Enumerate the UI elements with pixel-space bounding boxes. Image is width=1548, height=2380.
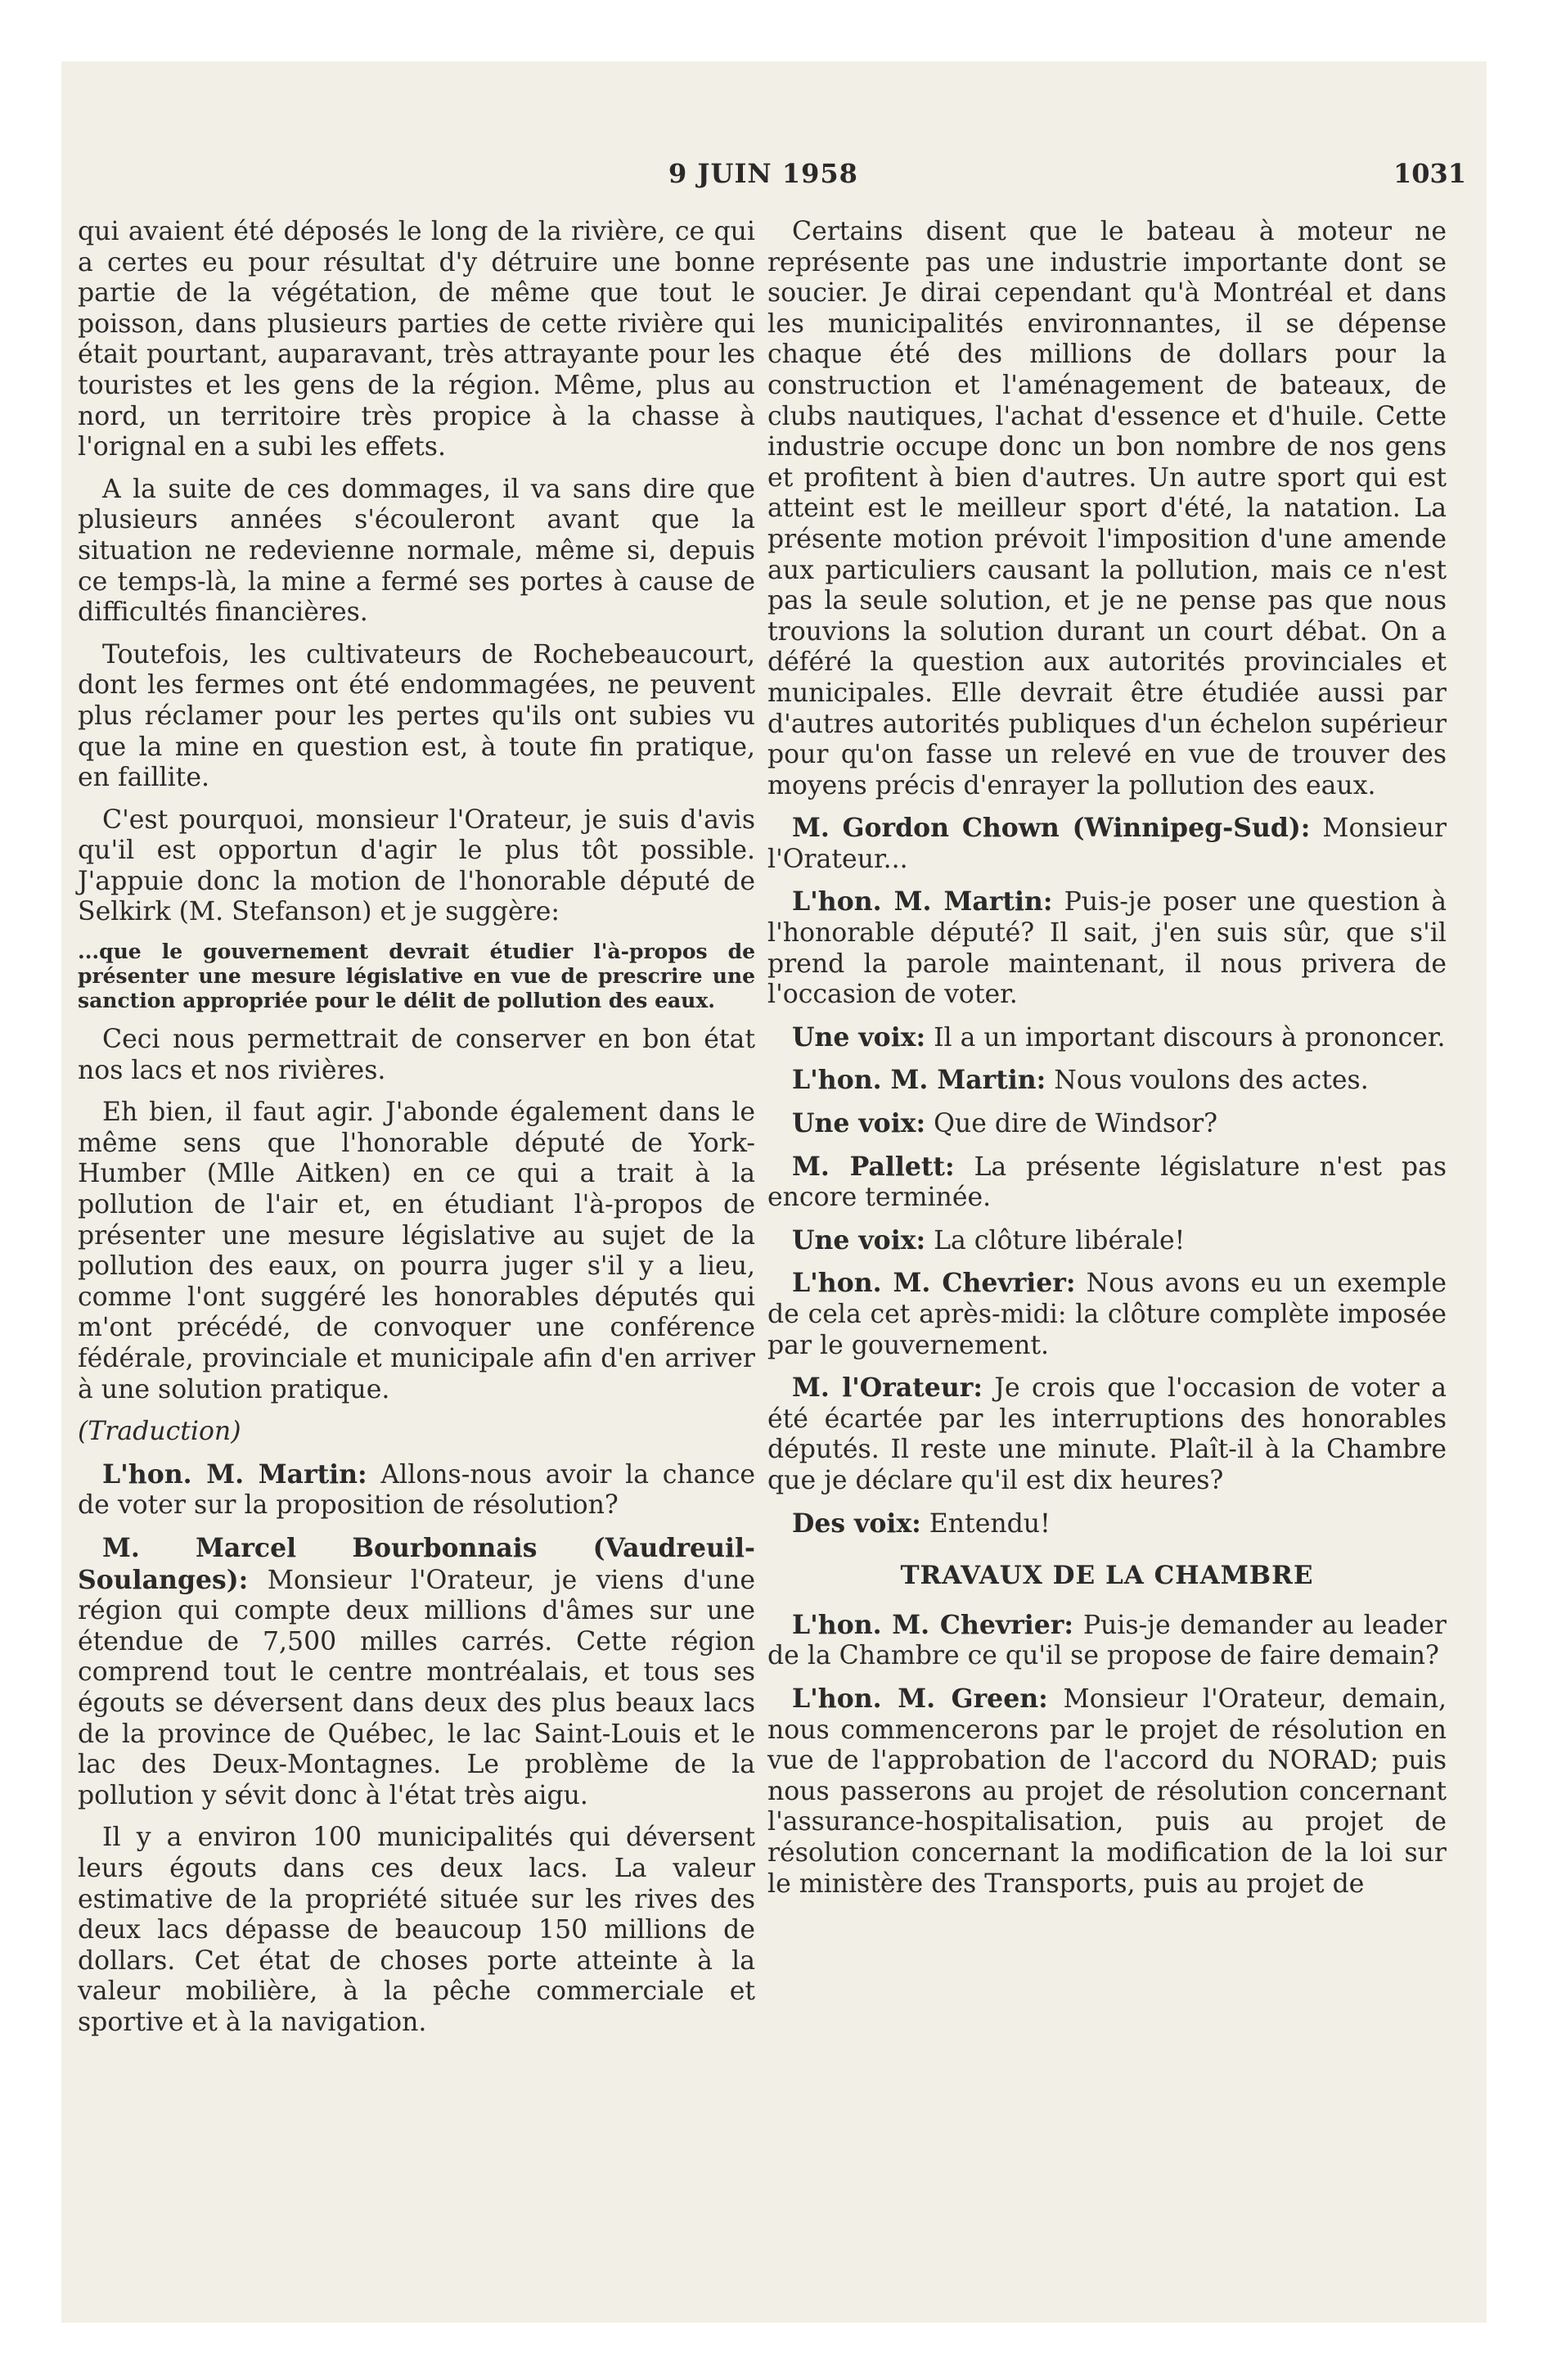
speech-text: Nous avons eu un exemple de cela cet après-midi: la clôture complète imposée par le gouvernement. (767, 1269, 1447, 1360)
page-date: 9 JUIN 1958 (668, 158, 858, 189)
speaker-name: Des voix: (792, 1508, 921, 1539)
paragraph: Eh bien, il faut agir. J'abonde également dans le même sens que l'honorable député de York-Humber (Mlle Aitken) en ce qui a trait à la pollution de l'air et, en étudiant l'à-propos de présenter une mesure législative au sujet de la pollution des eaux, on pourra juger s'il y a lieu, comme l'ont suggéré les honorables députés qui m'ont précédé, de convoquer une conférence fédérale, provinciale et municipale afin d'en arriver à une solution pratique. (78, 1098, 755, 1404)
speech-text: Monsieur l'Orateur, demain, nous commencerons par le projet de résolution en vue de l'approbation de l'accord du NORAD; puis nous passerons au projet de résolution concernant l'assurance-hospitalisation, puis au projet de résolution concernant la modification de la loi sur le ministère des Transports, puis au projet de (767, 1684, 1447, 1899)
speech-text: Je crois que l'occasion de voter a été écartée par les interruptions des honorables députés. Il reste une minute. Plaît-il à la Chambre que je déclare qu'il est dix heures? (767, 1373, 1447, 1495)
speaker-name: L'hon. M. Martin: (102, 1458, 367, 1490)
scanned-page (61, 61, 1487, 2323)
speech (767, 1684, 1447, 1900)
speaker-name: Une voix: (792, 1224, 926, 1255)
speech-text: Puis-je demander au leader de la Chambre ce qu'il se propose de faire demain? (767, 1610, 1447, 1671)
speaker-name: M. Pallett: (792, 1151, 955, 1182)
translation-note: (Traduction) (78, 1417, 241, 1447)
section-heading: TRAVAUX DE LA CHAMBRE (900, 1561, 1314, 1591)
speech (767, 1022, 1447, 1054)
speech (767, 1610, 1447, 1672)
speech-text: Il a un important discours à prononcer. (934, 1022, 1446, 1053)
speaker-name: L'hon. M. Chevrier: (792, 1609, 1074, 1640)
speech (767, 1065, 1447, 1097)
speech (78, 1459, 755, 1521)
paragraph: C'est pourquoi, monsieur l'Orateur, je suis d'avis qu'il est opportun d'agir le plus tôt possible. J'appuie donc la motion de l'honorable député de Selkirk (M. Stefanson) et je suggère: (78, 805, 755, 927)
paragraph: Il y a environ 100 municipalités qui déversent leurs égouts dans ces deux lacs. La valeur estimative de la propriété située sur les rives des deux lacs dépasse de beaucoup 150 millions de dollars. Cet état de choses porte atteinte à la valeur mobilière, à la pêche commerciale et sportive et à la navigation. (78, 1823, 755, 2037)
speech-text: La présente législature n'est pas encore terminée. (767, 1152, 1447, 1213)
speech (767, 1108, 1447, 1140)
speech (767, 1225, 1447, 1257)
paragraph: qui avaient été déposés le long de la rivière, ce qui a certes eu pour résultat d'y détruire une bonne partie de la végétation, de même que tout le poisson, dans plusieurs parties de cette rivière qui était pourtant, auparavant, très attrayante pour les touristes et les gens de la région. Même, plus au nord, un territoire très propice à la chasse à l'orignal en a subi les effets. (78, 217, 755, 462)
speech (78, 1533, 755, 1811)
paragraph: Certains disent que le bateau à moteur ne représente pas une industrie importante dont se soucier. Je dirai cependant qu'à Montréal et dans les municipalités environnantes, il se dépense chaque été des millions de dollars pour la construction et l'aménagement de bateaux, de clubs nautiques, l'achat d'essence et d'huile. Cette industrie occupe donc un bon nombre de nos gens et profitent à bien d'autres. Un autre sport qui est atteint est le meilleur sport d'été, la natation. La présente motion prévoit l'imposition d'une amende aux particuliers causant la pollution, mais ce n'est pas la seule solution, et je ne pense pas que nous trouvions la solution durant un court débat. On a déféré la question aux autorités provinciales et municipales. Elle devrait être étudiée aussi par d'autres autorités publiques d'un échelon supérieur pour qu'on fasse un relevé en vue de trouver des moyens précis d'enrayer la pollution des eaux. (767, 217, 1447, 800)
left-column (78, 217, 755, 2049)
paragraph: Toutefois, les cultivateurs de Rochebeaucourt, dont les fermes ont été endommagées, ne peuvent plus réclamer pour les pertes qu'ils ont subies vu que la mine en question est, à toute fin pratique, en faillite. (78, 639, 755, 793)
speech-text: Puis-je poser une question à l'honorable député? Il sait, j'en suis sûr, que s'il prend la parole maintenant, il nous privera de l'occasion de voter. (767, 887, 1447, 1010)
speech (767, 1152, 1447, 1214)
speech-text: Que dire de Windsor? (934, 1109, 1218, 1139)
speaker-name: M. l'Orateur: (792, 1373, 983, 1404)
speech-text: Entendu! (929, 1508, 1051, 1539)
speaker-name: L'hon. M. Green: (792, 1683, 1048, 1714)
speaker-name: Une voix: (792, 1021, 926, 1053)
page-number: 1031 (1393, 158, 1467, 189)
speech-text: Monsieur l'Orateur, je viens d'une région qui compte deux millions d'âmes sur une étendue de 7,500 milles carrés. Cette région comprend tout le centre montréalais, et tous ses égouts se déversent dans deux des plus beaux lacs de la province de Québec, le lac Saint-Louis et le lac des Deux-Montagnes. Le problème de la pollution y sévit donc à l'état très aigu. (78, 1565, 756, 1810)
speaker-name: M. Gordon Chown (Winnipeg-Sud): (792, 813, 1311, 844)
speech (767, 1373, 1447, 1496)
paragraph: Ceci nous permettrait de conserver en bon état nos lacs et nos rivières. (78, 1025, 755, 1085)
speech (767, 1508, 1447, 1540)
speech-text: Monsieur l'Orateur... (767, 814, 1447, 874)
speech (767, 886, 1447, 1010)
speech (767, 1268, 1447, 1361)
right-column (767, 217, 1447, 1911)
speech (767, 813, 1447, 875)
speaker-name: L'hon. M. Martin: (792, 1065, 1046, 1096)
speaker-name: L'hon. M. Martin: (792, 886, 1053, 917)
speaker-name: Une voix: (792, 1108, 926, 1139)
speech-text: Allons-nous avoir la chance de voter sur la proposition de résolution? (78, 1459, 756, 1521)
paragraph: A la suite de ces dommages, il va sans dire que plusieurs années s'écouleront avant que la situation ne redevienne normale, même si, depuis ce temps-là, la mine a fermé ses portes à cause de difficultés financières. (78, 474, 755, 628)
speaker-name: M. Marcel Bourbonnais (Vaudreuil-Soulanges): (78, 1532, 755, 1595)
speech-text: La clôture libérale! (934, 1225, 1186, 1255)
speech-text: Nous voulons des actes. (1054, 1066, 1369, 1096)
speaker-name: L'hon. M. Chevrier: (792, 1268, 1076, 1299)
quoted-motion: ...que le gouvernement devrait étudier l'à-propos de présenter une mesure législative en vue de prescrire une sanction appropriée pour le délit de pollution des eaux. (78, 940, 755, 1013)
